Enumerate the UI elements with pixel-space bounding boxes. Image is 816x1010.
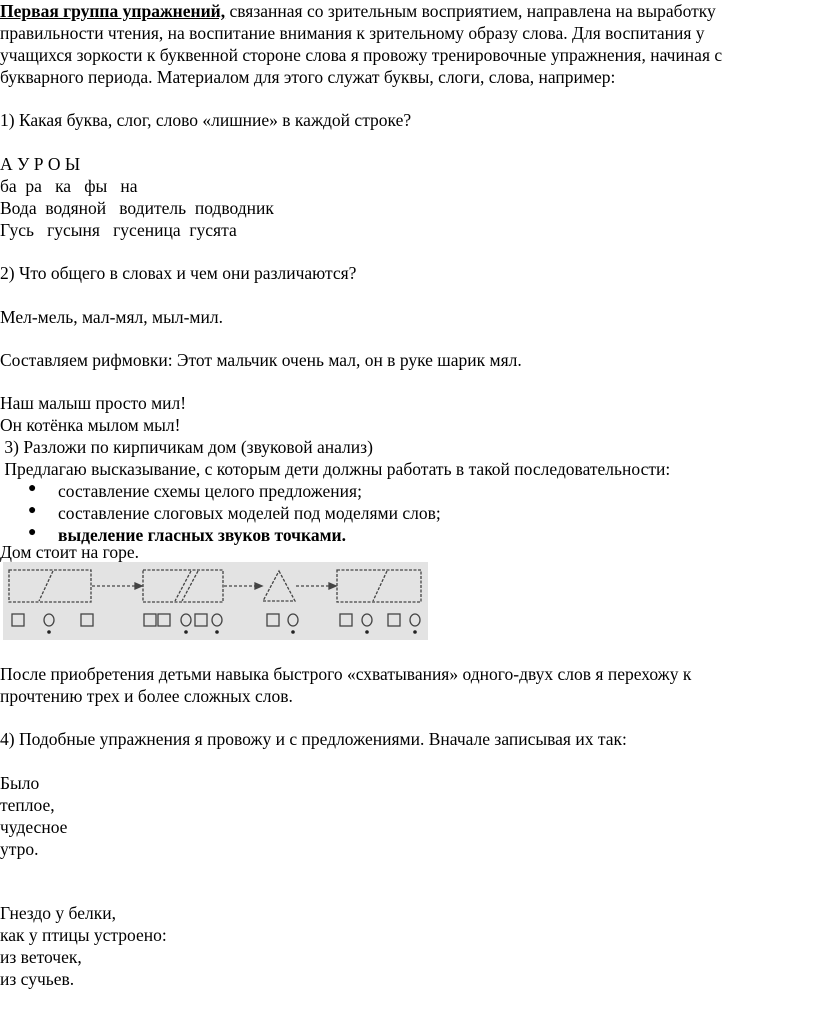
ex4-title: 4) Подобные упражнения я провожу и с предложениями. Вначале записывая их так:: [0, 729, 627, 749]
word-scheme-stroke: [373, 571, 387, 601]
word-scheme-box: [337, 570, 421, 602]
word-scheme-box: [143, 570, 223, 602]
vowel-dot: [184, 630, 188, 634]
ex1-question: 1) Какая буква, слог, слово «лишние» в каждой строке?: [0, 110, 412, 130]
ex1-row: ба ра ка фы на: [0, 176, 138, 196]
ex4-block1-line: чудесное: [0, 817, 68, 837]
arrow-head-icon: [255, 583, 262, 589]
ex4-block2-line: из веточек,: [0, 947, 82, 967]
sound-analysis-diagram: [3, 562, 428, 640]
intro-line-1-rest: связанная со зрительным восприятием, направлена на выработку: [225, 1, 716, 21]
intro-line-4: букварного периода. Материалом для этого служат буквы, слоги, слова, например:: [0, 67, 616, 87]
consonant-square: [340, 614, 352, 626]
ex3-title: 3) Разложи по кирпичикам дом (звуковой анализ): [0, 437, 373, 457]
ex3-sentence: Дом стоит на горе.: [0, 542, 140, 562]
ex4-block1-line: утро.: [0, 839, 39, 859]
vowel-circle: [288, 614, 298, 626]
vowel-dot: [47, 630, 51, 634]
consonant-square: [195, 614, 207, 626]
ex3-step: составление слоговых моделей под моделями слов;: [58, 503, 441, 523]
bullet-icon: ●: [28, 503, 37, 518]
ex2-poem-line: Наш малыш просто мил!: [0, 393, 187, 413]
ex2-poem-line: Он котёнка мылом мыл!: [0, 415, 181, 435]
word-scheme-stroke: [182, 571, 198, 601]
consonant-square: [388, 614, 400, 626]
vowel-dot: [413, 630, 417, 634]
ex1-row: Гусь гусыня гусеница гусята: [0, 220, 237, 240]
intro-line-2: правильности чтения, на воспитание внимания к зрительному образу слова. Для воспитания у: [0, 23, 705, 43]
vowel-dot: [365, 630, 369, 634]
consonant-square: [12, 614, 24, 626]
consonant-square: [144, 614, 156, 626]
ex2-rhyme-intro: Составляем рифмовки: Этот мальчик очень мал, он в руке шарик мял.: [0, 350, 522, 370]
ex1-row: Вода водяной водитель подводник: [0, 198, 274, 218]
consonant-square: [267, 614, 279, 626]
intro-line-1: [0, 0, 716, 22]
ex4-block2-line: Гнездо у белки,: [0, 903, 116, 923]
ex2-question: 2) Что общего в словах и чем они различаются?: [0, 263, 357, 283]
intro-line-3: учащихся зоркости к буквенной стороне слова я провожу тренировочные упражнения, начиная с: [0, 45, 723, 65]
word-scheme-box: [9, 570, 91, 602]
ex4-block1-line: теплое,: [0, 795, 55, 815]
ex1-row: А У Р О Ы: [0, 154, 81, 174]
arrow-head-icon: [329, 583, 336, 589]
word-scheme-triangle: [263, 571, 295, 601]
vowel-dot: [291, 630, 295, 634]
sound-analysis-svg: [3, 562, 428, 640]
consonant-square: [81, 614, 93, 626]
vowel-circle: [212, 614, 222, 626]
ex3-intro: Предлагаю высказывание, с которым дети должны работать в такой последовательности:: [0, 459, 671, 479]
arrow-head-icon: [135, 583, 142, 589]
ex3-step: выделение гласных звуков точками.: [58, 525, 346, 545]
word-scheme-stroke: [175, 571, 191, 601]
ex4-block1-line: Было: [0, 773, 40, 793]
vowel-circle: [362, 614, 372, 626]
after-line-2: прочтению трех и более сложных слов.: [0, 686, 293, 706]
vowel-circle: [181, 614, 191, 626]
bullet-icon: ●: [28, 481, 37, 496]
ex3-step: составление схемы целого предложения;: [58, 481, 362, 501]
word-scheme-stroke: [39, 571, 53, 601]
ex4-block2-line: как у птицы устроено:: [0, 925, 167, 945]
intro-bold-heading: Первая группа упражнений,: [0, 1, 226, 21]
vowel-dot: [215, 630, 219, 634]
vowel-circle: [410, 614, 420, 626]
ex2-word-pairs: Мел-мель, мал-мял, мыл-мил.: [0, 307, 223, 327]
bullet-icon: ●: [28, 525, 37, 540]
after-line-1: После приобретения детьми навыка быстрого «схватывания» одного-двух слов я перехожу к: [0, 664, 692, 684]
vowel-circle: [44, 614, 54, 626]
consonant-square: [158, 614, 170, 626]
ex4-block2-line: из сучьев.: [0, 969, 75, 989]
